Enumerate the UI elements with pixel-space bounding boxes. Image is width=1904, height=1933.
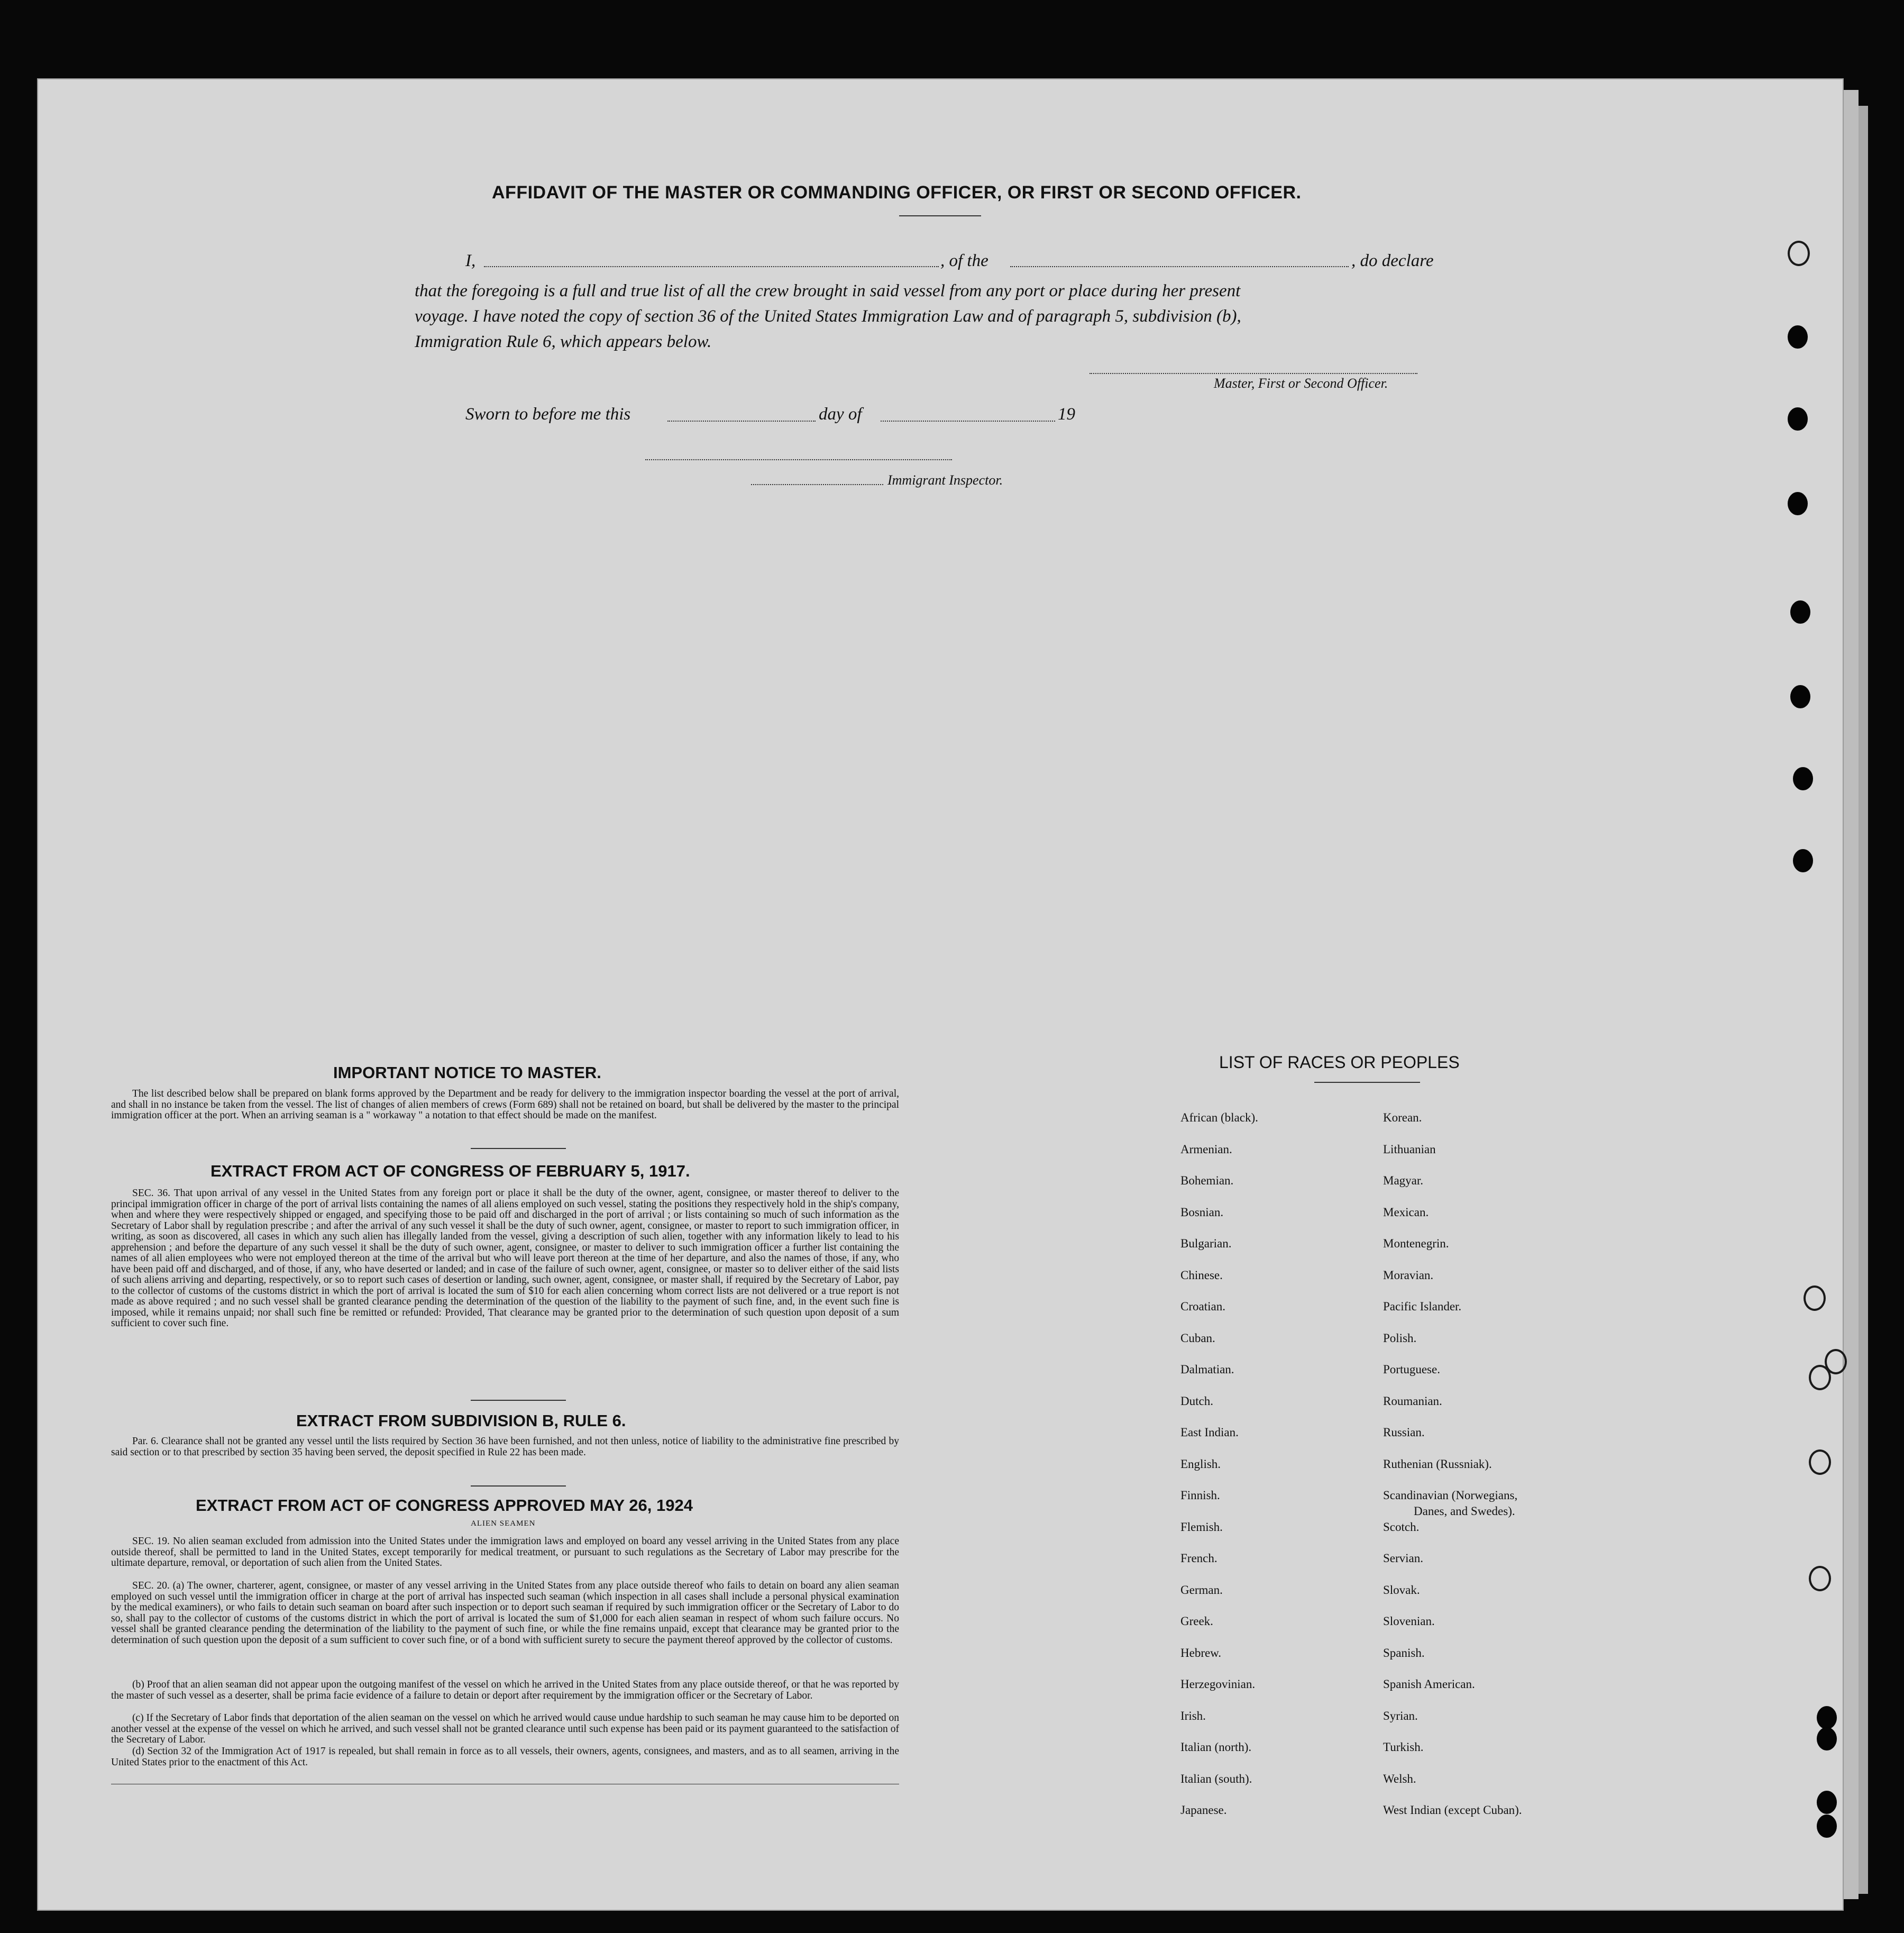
extract-1924-sec20b: (b) Proof that an alien seaman did not appear upon the outgoing manifest of the vessel on which he arrived in the United States from any place outside thereof, or that he was reported by the master of such vessel as a deserter, shall be prima facie evidence of a failure to detain or deport after requirement by the immigration officer or the Secretary of Labor. [111,1679,899,1701]
affidavit-line3: voyage. I have noted the copy of section 36 of the United States Immigration Law and of paragraph 5, subdivision (b), [415,307,1241,326]
master-signature-line[interactable] [1090,373,1417,374]
sheet-edge [1843,90,1859,1899]
extract-1924-sec19: SEC. 19. No alien seaman excluded from admission into the United States under the immigration laws and employed on board any vessel arriving in the United States from any place outside thereof, shall be permitted to land in the United States, except temporarily for medical treatment, or pursuant to such regulations as the Secretary of Labor may prescribe for the ultimate departure, removal, or deportation of such alien from the United States. [111,1536,899,1569]
extract-rule6-title: EXTRACT FROM SUBDIVISION B, RULE 6. [296,1411,626,1430]
name-blank[interactable] [484,266,939,267]
sworn-text: Sworn to before me this [465,405,631,424]
race-item: Bohemian. [1180,1174,1234,1187]
race-item: Portuguese. [1383,1363,1440,1376]
race-item: Slovak. [1383,1583,1420,1597]
affidavit-line2: that the foregoing is a full and true list of all the crew brought in said vessel from any port or place during her present [415,281,1241,300]
punch-hole [1793,849,1813,872]
affidavit-title: AFFIDAVIT OF THE MASTER OR COMMANDING OFFICER, OR FIRST OR SECOND OFFICER. [492,183,1302,203]
punch-ring [1788,241,1810,266]
year-prefix: 19 [1058,405,1075,424]
race-item: Finnish. [1180,1489,1220,1502]
race-item: Hebrew. [1180,1646,1222,1660]
inspector-label: Immigrant Inspector. [887,472,1003,488]
race-item: Syrian. [1383,1709,1418,1722]
race-item: German. [1180,1583,1223,1597]
race-item: Japanese. [1180,1803,1227,1817]
race-item: Greek. [1180,1615,1213,1628]
sworn-day-blank[interactable] [667,421,816,422]
punch-hole [1817,1791,1837,1814]
race-item: Italian (north). [1180,1740,1252,1754]
race-item: Spanish American. [1383,1677,1475,1691]
punch-hole [1788,325,1808,349]
race-item: Herzegovinian. [1180,1677,1256,1691]
extract-1917-text: SEC. 36. That upon arrival of any vessel in the United States from any foreign port or place it shall be the duty of the owner, agent, consignee, or master thereof to deliver to the principal immigration officer in charge of the port of arrival lists containing the names of all aliens employed on such vessel, stating the positions they respectively hold in the ship's company, when and where they were respectively shipped or engaged, and specifying those to be paid off and discharged in the port of arrival ; or lists containing so much of such information as the Secretary of Labor shall by regulation prescribe ; and after the arrival of any such vessel it shall be the duty of such owner, agent, consignee, or master to report to such immigration officer, in writing, as soon as discovered, all cases in which any such alien has illegally landed from the vessel, giving a description of such alien, together with any information likely to lead to his apprehension ; and before the departure of any such vessel it shall be the duty of such owner, agent, consignee, or master to deliver to such immigration officer a further list containing the names of all alien employees who were not employed thereon at the time of the arrival but who will leave port thereon at the time of her departure, and also the names of those, if any, who have been paid off and discharged, and of those, if any, who have deserted or landed; and in case of the failure of such owner, agent, consignee, or master so to deliver either of the said lists of such aliens arriving and departing, respectively, or so to report such cases of desertion or landing, such owner, agent, consignee, or master shall, if required by the Secretary of Labor, pay to the collector of customs of the customs district in which the port of arrival is located the sum of $10 for each alien concerning whom correct lists are not delivered or a true report is not made as above required ; and no such vessel shall be granted clearance pending the determination of the question of the liability to the payment of such fine, and, in the event such fine is imposed, while it remains unpaid; nor shall such fine be remitted or refunded: Provided, That clearance may be granted prior to the determination of such question upon deposit of a sum sufficient to cover such fine. [111,1188,899,1329]
race-item: Turkish. [1383,1740,1424,1754]
race-item: Cuban. [1180,1332,1215,1345]
race-item: Welsh. [1383,1772,1416,1785]
race-item: Irish. [1180,1709,1206,1722]
race-item: English. [1180,1457,1221,1471]
extract-1924-subtitle: ALIEN SEAMEN [471,1519,536,1528]
race-item: Servian. [1383,1552,1424,1565]
race-item: Croatian. [1180,1300,1225,1313]
sheet-edge [1859,106,1868,1894]
race-item: African (black). [1180,1111,1258,1124]
race-item: Dutch. [1180,1394,1213,1408]
affidavit-declare: , do declare [1351,251,1434,270]
punch-ring [1804,1285,1826,1311]
extract-1924-sec20d: (d) Section 32 of the Immigration Act of 1917 is repealed, but shall remain in force as to all vessels, their owners, agents, consignees, and masters, and as to all seamen, arriving in the United States prior to the enactment of this Act. [111,1746,899,1768]
affidavit-of-the: , of the [940,251,988,270]
punch-hole [1790,600,1810,624]
race-item: Magyar. [1383,1174,1424,1187]
race-item: Bulgarian. [1180,1237,1232,1250]
races-title: LIST OF RACES OR PEOPLES [1219,1053,1460,1072]
day-of: day of [819,405,862,424]
punch-hole [1817,1706,1837,1729]
race-item: Scandinavian (Norwegians, [1383,1489,1518,1502]
title-underline [899,215,981,216]
sworn-month-blank[interactable] [881,421,1055,422]
race-item: Roumanian. [1383,1394,1442,1408]
races-title-underline [1314,1082,1420,1083]
race-item: Pacific Islander. [1383,1300,1462,1313]
extract-1924-sec20a: SEC. 20. (a) The owner, charterer, agent, consignee, or master of any vessel arriving in the United States from any place outside thereof who fails to detain on board any alien seaman employed on such vessel until the immigration officer in charge at the port of arrival has inspected such seaman (which inspection in all cases shall include a personal physical examination by the medical examiners), or who fails to detain such seaman on board after such inspection or to deport such seaman if required by such immigration officer or the Secretary of Labor to do so, shall pay to the collector of customs of the customs district in which the port of arrival is located the sum of $1,000 for each alien seaman in respect of whom such failure occurs. No vessel shall be granted clearance pending the determination of the liability to the payment of such fine, or while the fine remains unpaid, except that clearance may be granted prior to the determination of such question upon the deposit of a sum sufficient to cover such fine, or of a bond with sufficient surety to secure the payment thereof approved by the collector of customs. [111,1580,899,1646]
race-item: Moravian. [1383,1269,1434,1282]
race-item: Russian. [1383,1426,1425,1439]
divider [471,1485,566,1487]
punch-hole [1793,767,1813,790]
inspector-signature-line[interactable] [645,459,952,460]
extract-1917-title: EXTRACT FROM ACT OF CONGRESS OF FEBRUARY 5, 1917. [210,1162,690,1180]
punch-hole [1788,407,1808,431]
race-item: Dalmatian. [1180,1363,1234,1376]
punch-ring [1809,1449,1831,1475]
master-signature-label: Master, First or Second Officer. [1214,376,1388,391]
extract-rule6-text: Par. 6. Clearance shall not be granted any vessel until the lists required by Section 36 have been furnished, and not then unless, notice of liability to the administrative fine prescribed by said section or to that prescribed by section 35 having been served, the deposit specified in Rule 22 has been made. [111,1436,899,1458]
race-item: Italian (south). [1180,1772,1252,1785]
punch-hole [1817,1727,1837,1750]
race-item: Chinese. [1180,1269,1223,1282]
race-item: Scotch. [1383,1520,1420,1534]
race-item-continued: Danes, and Swedes). [1414,1505,1515,1518]
divider [471,1148,566,1149]
affidavit-line4: Immigration Rule 6, which appears below. [415,332,712,351]
race-item: Slovenian. [1383,1615,1435,1628]
affidavit-i: I, [465,251,476,270]
punch-hole [1790,685,1810,708]
inspector-label-leader [751,484,883,485]
race-item: Spanish. [1383,1646,1425,1660]
race-item: Flemish. [1180,1520,1223,1534]
race-item: West Indian (except Cuban). [1383,1803,1522,1817]
vessel-blank[interactable] [1010,266,1349,267]
race-item: Ruthenian (Russniak). [1383,1457,1492,1471]
race-item: Polish. [1383,1332,1417,1345]
race-item: French. [1180,1552,1218,1565]
notice-title: IMPORTANT NOTICE TO MASTER. [333,1063,601,1082]
notice-text: The list described below shall be prepared on blank forms approved by the Department and be ready for delivery to the immigration inspector boarding the vessel at the port of arrival, and shall in no instance be taken from the vessel. The list of changes of alien members of crews (Form 689) shall not be retained on board, but shall be delivered by the master to the principal immigration officer at the port. When an arriving seaman is a " workaway " a notation to that effect should be made on the manifest. [111,1088,899,1121]
punch-ring [1809,1566,1831,1591]
punch-hole [1817,1815,1837,1838]
punch-hole [1788,492,1808,515]
race-item: East Indian. [1180,1426,1239,1439]
race-item: Lithuanian [1383,1143,1436,1156]
race-item: Armenian. [1180,1143,1232,1156]
race-item: Mexican. [1383,1206,1429,1219]
race-item: Montenegrin. [1383,1237,1449,1250]
race-item: Bosnian. [1180,1206,1224,1219]
punch-ring [1825,1349,1847,1374]
race-item: Korean. [1383,1111,1422,1124]
extract-1924-title: EXTRACT FROM ACT OF CONGRESS APPROVED MAY 26, 1924 [196,1496,693,1515]
divider [471,1400,566,1401]
extract-1924-sec20c: (c) If the Secretary of Labor finds that deportation of the alien seaman on the vessel on which he arrived would cause undue hardship to such seaman he may cause him to be deported on another vessel at the expense of the vessel on which he arrived, and such vessel shall not be granted clearance until such expense has been paid or its payment guaranteed to the satisfaction of the Secretary of Labor. [111,1712,899,1745]
